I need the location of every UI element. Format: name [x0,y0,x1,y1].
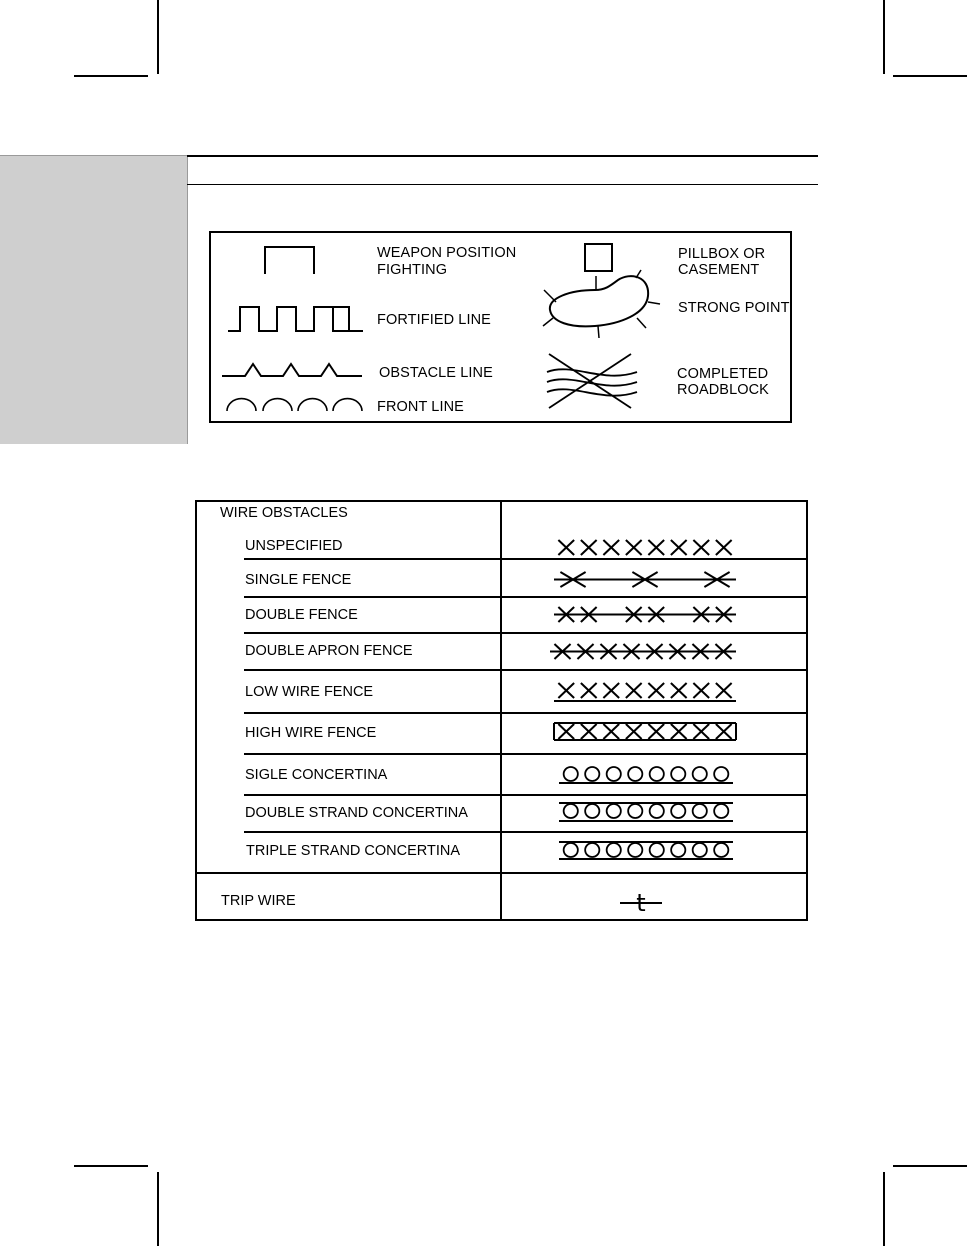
row-label-sigle-concertina: SIGLE CONCERTINA [245,767,388,783]
wire-x-mark [671,540,687,555]
fighting-label: FIGHTING [377,262,448,278]
wire-x-mark [558,540,574,555]
wire-x-mark [581,683,597,698]
wire-x-mark [671,683,687,698]
table-header-wire-obstacles: WIRE OBSTACLES [220,505,348,521]
concertina-loop [714,767,728,781]
concertina-loop [585,843,599,857]
wire-x-mark [648,540,664,555]
concertina-loop [607,767,621,781]
crop-mark-bottom-right-vertical [883,1172,885,1246]
table-column-divider [500,500,502,921]
wire-x-mark [671,724,687,739]
row-label-unspecified: UNSPECIFIED [245,538,343,554]
casement-label: CASEMENT [678,262,760,278]
row-separator-8 [244,831,808,833]
concertina-loop [714,804,728,818]
wire-x-mark [648,683,664,698]
wire-x-mark [558,724,574,739]
concertina-loop [585,767,599,781]
wire-x-mark [716,540,732,555]
wire-x-mark [693,683,709,698]
wire-x-mark [581,540,597,555]
double-fence-symbol [550,603,740,627]
crop-mark-top-right-horizontal [893,75,967,77]
completed-roadblock-symbol [543,350,641,412]
row-separator-3 [244,632,808,634]
row-label-double-fence: DOUBLE FENCE [245,607,358,623]
wire-x-mark [626,540,642,555]
concertina-loop [607,843,621,857]
strong-point-symbol [540,268,665,340]
row-separator-2 [244,596,808,598]
strong-point-label: STRONG POINT [678,300,790,316]
single-fence-symbol [550,568,740,592]
concertina-loop [564,767,578,781]
fortified-line-label: FORTIFIED LINE [377,312,491,328]
wire-x-mark [558,683,574,698]
row-label-single-fence: SINGLE FENCE [245,572,352,588]
front-line-symbol [225,398,365,414]
row-label-low-wire-fence: LOW WIRE FENCE [245,684,374,700]
row-label-double-strand-concertina: DOUBLE STRAND CONCERTINA [245,805,468,821]
crop-mark-top-left-horizontal [74,75,148,77]
unspecified-wire-symbol [550,536,740,558]
weapon-position-label: WEAPON POSITION [377,245,517,261]
row-separator-1 [244,558,808,560]
crop-mark-bottom-right-horizontal [893,1165,967,1167]
row-separator-5 [244,712,808,714]
concertina-loop [650,843,664,857]
high-wire-fence-symbol [550,720,740,746]
crop-mark-top-left-vertical [157,0,159,74]
wire-x-mark [716,724,732,739]
concertina-loop [671,843,685,857]
concertina-loop [564,843,578,857]
roadblock-label: ROADBLOCK [677,382,769,398]
completed-label: COMPLETED [677,366,769,382]
trip-wire-symbol [618,889,664,915]
concertina-loop [693,843,707,857]
concertina-loop [628,804,642,818]
wire-x-mark [693,724,709,739]
trip-wire-t-mark: t [636,889,646,917]
crop-mark-bottom-left-horizontal [74,1165,148,1167]
pillbox-label: PILLBOX OR [678,246,766,262]
concertina-loop [693,804,707,818]
double-apron-fence-symbol [546,640,740,664]
concertina-loop [671,767,685,781]
crop-mark-bottom-left-vertical [157,1172,159,1246]
row-separator-7 [244,794,808,796]
row-separator-4 [244,669,808,671]
weapon-position-symbol [262,244,318,276]
front-line-label: FRONT LINE [377,399,464,415]
side-tab [0,155,188,444]
row-label-trip-wire: TRIP WIRE [221,893,296,909]
concertina-loop [693,767,707,781]
triple-strand-concertina-symbol [555,839,737,865]
concertina-loop [650,804,664,818]
obstacle-line-symbol [220,360,365,380]
header-rule-thin [187,184,818,185]
fortified-line-symbol [226,304,366,334]
low-wire-fence-symbol [550,679,740,705]
row-separator-6 [244,753,808,755]
concertina-loop [671,804,685,818]
row-label-high-wire-fence: HIGH WIRE FENCE [245,725,377,741]
wire-x-mark [581,724,597,739]
row-separator-trip [195,872,808,874]
single-concertina-symbol [555,763,737,787]
concertina-loop [714,843,728,857]
concertina-loop [628,767,642,781]
concertina-loop [607,804,621,818]
obstacle-line-label: OBSTACLE LINE [379,365,493,381]
row-label-double-apron-fence: DOUBLE APRON FENCE [245,643,413,659]
wire-x-mark [626,683,642,698]
crop-mark-top-right-vertical [883,0,885,74]
wire-x-mark [603,683,619,698]
header-rule-thick [187,155,818,157]
wire-x-mark [603,540,619,555]
wire-x-mark [603,724,619,739]
concertina-loop [628,843,642,857]
wire-x-mark [693,540,709,555]
concertina-loop [564,804,578,818]
wire-x-mark [626,724,642,739]
wire-x-mark [648,724,664,739]
double-strand-concertina-symbol [555,800,737,826]
wire-x-mark [716,683,732,698]
row-label-triple-strand-concertina: TRIPLE STRAND CONCERTINA [246,843,461,859]
concertina-loop [585,804,599,818]
concertina-loop [650,767,664,781]
